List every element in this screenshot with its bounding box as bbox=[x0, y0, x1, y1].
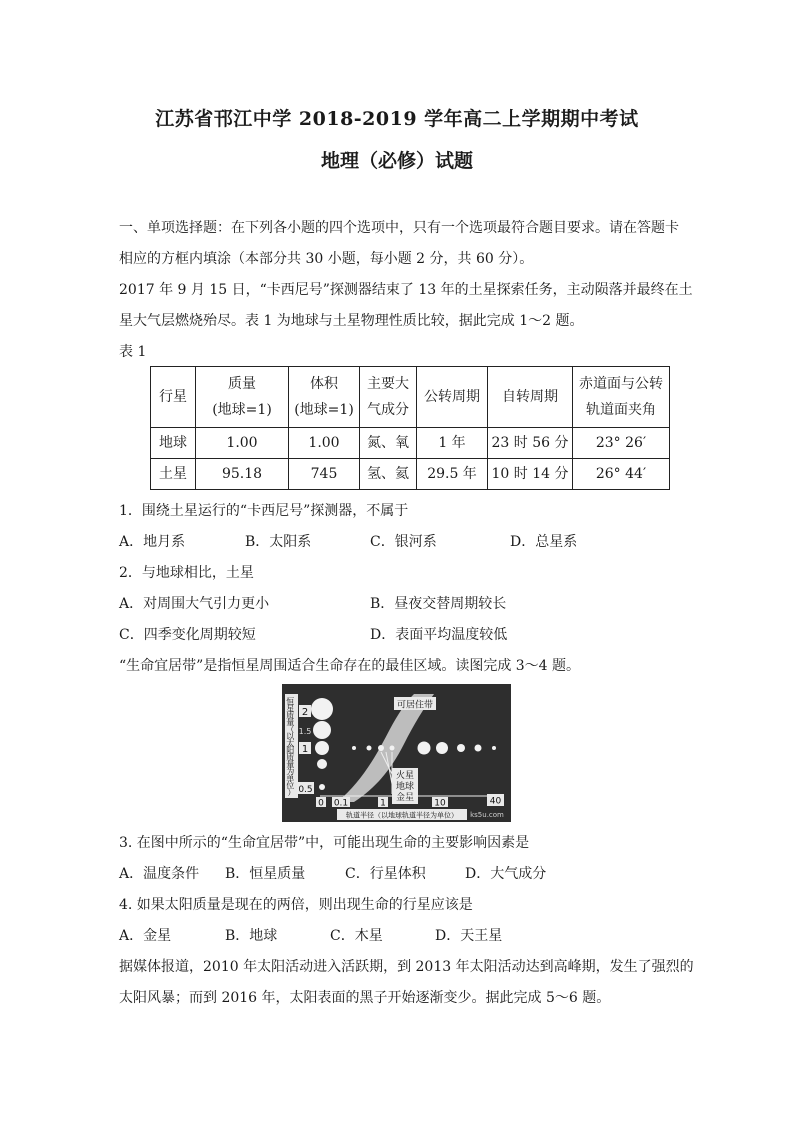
q3-option-d: D．大气成分 bbox=[465, 866, 547, 882]
planet-dot bbox=[436, 742, 448, 754]
question-4-stem: 4. 如果太阳质量是现在的两倍，则出现生命的行星应该是 bbox=[119, 897, 473, 913]
table-header-cell: 行星 bbox=[151, 367, 196, 428]
earth-label: 地球 bbox=[395, 782, 415, 792]
y-tick-label: 2 bbox=[301, 707, 309, 718]
x-axis-title: 轨道半径（以地球轨道半径为单位） bbox=[346, 811, 458, 820]
table-header-cell: 自转周期 bbox=[488, 367, 573, 428]
q3-option-a: A．温度条件 bbox=[119, 866, 200, 882]
table-cell: 氢、氦 bbox=[360, 459, 417, 490]
table-cell: 29.5 年 bbox=[417, 459, 488, 490]
y-tick-label: 0.5 bbox=[298, 785, 313, 795]
table-cell: 95.18 bbox=[196, 459, 289, 490]
x-tick-label: 1 bbox=[380, 798, 386, 809]
venus-label: 金星 bbox=[395, 793, 415, 803]
x-tick-label: 10 bbox=[434, 798, 446, 809]
star-circle bbox=[311, 698, 333, 720]
passage3-line1: 据媒体报道，2010 年太阳活动进入活跃期，到 2013 年太阳活动达到高峰期，发生了强烈的 bbox=[119, 959, 694, 975]
table-header-cell: 赤道面与公转 轨道面夹角 bbox=[573, 367, 670, 428]
star-circle bbox=[315, 741, 329, 755]
x-tick-label: 40 bbox=[489, 796, 502, 807]
table-caption: 表 1 bbox=[119, 344, 147, 360]
mars-label: 火星 bbox=[395, 771, 415, 781]
table-header-row bbox=[151, 367, 670, 428]
table-cell: 745 bbox=[289, 459, 360, 490]
q2-option-c: C．四季变化周期较短 bbox=[119, 627, 256, 643]
y-tick-label: 1 bbox=[301, 744, 309, 755]
table-cell: 10 时 14 分 bbox=[488, 459, 573, 490]
q1-option-d: D．总星系 bbox=[510, 534, 578, 550]
q2-option-a: A．对周围大气引力更小 bbox=[119, 596, 270, 612]
table-row bbox=[151, 428, 670, 459]
table-cell: 土星 bbox=[151, 459, 196, 490]
table-row bbox=[151, 459, 670, 490]
q4-option-b: B．地球 bbox=[225, 928, 278, 944]
planet-dot bbox=[492, 746, 496, 750]
table-header-cell: 主要大 气成分 bbox=[360, 367, 417, 428]
q2-option-b: B．昼夜交替周期较长 bbox=[370, 596, 507, 612]
planet-dot bbox=[475, 745, 482, 752]
passage1-line2: 星大气层燃烧殆尽。表 1 为地球与土星物理性质比较，据此完成 1～2 题。 bbox=[119, 313, 584, 329]
planet-dot bbox=[378, 745, 384, 751]
watermark: ks5u.com bbox=[470, 811, 504, 819]
q4-option-a: A．金星 bbox=[119, 928, 172, 944]
section-instruction-line1: 一、单项选择题：在下列各小题的四个选项中，只有一个选项最符合题目要求。请在答题卡 bbox=[119, 220, 679, 236]
y-axis-title: 恒 星 质 量 （ 以 太 阳 质 量 为 单 位 ） bbox=[286, 697, 296, 797]
table-cell: 1 年 bbox=[417, 428, 488, 459]
q1-option-b: B．太阳系 bbox=[245, 534, 312, 550]
table-header-cell: 公转周期 bbox=[417, 367, 488, 428]
habitable-zone-diagram bbox=[282, 684, 511, 822]
planet-dot bbox=[390, 746, 395, 751]
exam-subtitle: 地理（必修）试题 bbox=[320, 150, 473, 172]
q1-option-c: C．银河系 bbox=[370, 534, 437, 550]
passage1-line1: 2017 年 9 月 15 日，“卡西尼号”探测器结束了 13 年的土星探索任务，主动陨落并最终在土 bbox=[119, 282, 693, 298]
q3-option-c: C．行星体积 bbox=[345, 866, 426, 882]
x-tick-label: 0 bbox=[318, 798, 324, 809]
table-header-cell: 质量 (地球=1) bbox=[196, 367, 289, 428]
y-tick-label: 1.5 bbox=[298, 727, 312, 736]
section-instruction-line2: 相应的方框内填涂（本部分共 30 小题，每小题 2 分，共 60 分）。 bbox=[119, 251, 534, 267]
star-circle bbox=[317, 759, 327, 769]
habitable-zone-figure bbox=[282, 684, 511, 822]
question-1-stem: 1．围绕土星运行的“卡西尼号”探测器，不属于 bbox=[119, 503, 409, 519]
table-cell: 26° 44′ bbox=[573, 459, 670, 490]
q1-option-a: A．地月系 bbox=[119, 534, 186, 550]
planet-comparison-table bbox=[150, 366, 670, 490]
table-cell: 1.00 bbox=[289, 428, 360, 459]
table-cell: 地球 bbox=[151, 428, 196, 459]
planet-dot bbox=[367, 746, 372, 751]
planet-dot bbox=[457, 744, 465, 752]
table-cell: 23 时 56 分 bbox=[488, 428, 573, 459]
table-cell: 23° 26′ bbox=[573, 428, 670, 459]
table-cell: 氮、氧 bbox=[360, 428, 417, 459]
table-cell: 1.00 bbox=[196, 428, 289, 459]
q2-option-d: D．表面平均温度较低 bbox=[370, 627, 508, 643]
question-2-stem: 2．与地球相比，土星 bbox=[119, 565, 254, 581]
q3-option-b: B．恒星质量 bbox=[225, 866, 306, 882]
exam-title: 江苏省邗江中学 2018-2019 学年高二上学期期中考试 bbox=[155, 108, 639, 130]
habitable-zone-label: 可居住带 bbox=[396, 700, 434, 711]
q4-option-c: C．木星 bbox=[330, 928, 383, 944]
passage2: “生命宜居带”是指恒星周围适合生命存在的最佳区域。读图完成 3～4 题。 bbox=[119, 658, 581, 674]
table-header-cell: 体积 (地球=1) bbox=[289, 367, 360, 428]
x-tick-label: 0.1 bbox=[333, 798, 349, 809]
star-circle bbox=[313, 721, 331, 739]
star-circle bbox=[319, 784, 325, 790]
passage3-line2: 太阳风暴；而到 2016 年，太阳表面的黑子开始逐渐变少。据此完成 5～6 题。 bbox=[119, 990, 611, 1006]
q4-option-d: D．天王星 bbox=[435, 928, 503, 944]
planet-dot bbox=[352, 746, 356, 750]
question-3-stem: 3. 在图中所示的“生命宜居带”中，可能出现生命的主要影响因素是 bbox=[119, 835, 530, 851]
planet-dot bbox=[418, 742, 431, 755]
